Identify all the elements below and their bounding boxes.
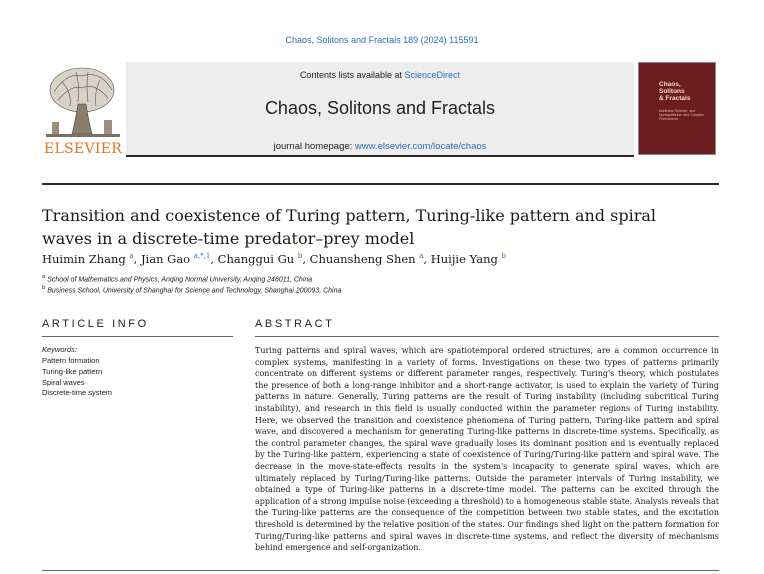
masthead	[126, 62, 634, 157]
keywords-list	[42, 356, 112, 399]
elsevier-wordmark: ELSEVIER	[43, 141, 123, 157]
abstract-divider	[255, 336, 719, 337]
journal-cover-thumbnail[interactable]	[638, 62, 716, 155]
article-info-heading: ARTICLE INFO	[42, 318, 149, 330]
affiliation-b	[42, 285, 642, 294]
keyword-item: Turing-like pattern	[42, 366, 103, 376]
journal-banner	[42, 62, 719, 157]
author-name[interactable]: Huijie Yang	[430, 252, 498, 266]
keyword-item: Discrete-time system	[42, 388, 113, 398]
author-affiliation-sup[interactable]: a	[129, 252, 134, 261]
author-affiliation-sup[interactable]: b	[297, 252, 303, 261]
affiliation-text: School of Mathematics and Physics, Anqing Normal University, Anqing 246011, China	[47, 276, 313, 284]
author-name[interactable]: Changgui Gu	[217, 252, 295, 266]
contents-line	[126, 70, 634, 80]
author-affiliation-sup[interactable]: a	[419, 252, 424, 261]
author-affiliation-sup[interactable]: b	[501, 252, 507, 261]
author-name[interactable]: Jian Gao	[140, 252, 191, 266]
cover-title: Chaos, Solitons & Fractals	[659, 81, 691, 102]
affiliation-text: Business School, University of Shanghai for Science and Technology, Shanghai 200093, China	[47, 287, 342, 295]
author-affiliation-sup[interactable]: a,*,1	[193, 252, 211, 261]
homepage-link[interactable]: www.elsevier.com/locate/chaos	[354, 141, 487, 152]
author-name[interactable]: Huimin Zhang	[42, 252, 126, 266]
journal-citation[interactable]: Chaos, Solitons and Fractals 189 (2024) 115591	[285, 35, 479, 45]
affiliation-label: a	[42, 274, 46, 280]
header-divider	[42, 183, 719, 185]
article-info-divider	[42, 336, 233, 337]
abstract-text: Turing patterns and spiral waves, which are spatiotemporal ordered structures, are a common occurrence in complex systems, manifesting in a variety of forms. Investigations on these two types of patterns primarily concentrate on different systems or different parameter ranges, respectively. Turing's theory, which postulates the presence of both a long-range inhibitor and a short-range activator, is used to explain the variety of Turing patterns in nature. Generally, Turing patterns are the result of Turing instability (including subcritical Turing instability), and research in this field is usually conducted within the parameter regions of Turing instability. Here, we observed the transition and coexistence phenomena of Turing pattern, Turing-like pattern and spiral wave, and discovered a mechanism for generating Turing-like patterns in discrete-time systems. Specifically, as the control parameter changes, the spiral wave gradually loses its dominant position and is eventually replaced by the Turing-like pattern, experiencing a state of coexistence of Turing/Turing-like pattern and spiral wave. The decrease in the move-state-effects results in the system's incapacity to generate spiral waves, which are ultimately replaced by Turing/Turing-like patterns. Outside the parameter intervals of Turing instability, we obtained a type of Turing-like patterns in a discrete-time model. The patterns can be excited through the application of a strong impulse noise (exceeding a threshold) to a homogeneous stable state. Analysis reveals that the Turing-like patterns are the consequence of the competition between two stable states, and the excitation threshold is determined by the relative position of the states. Our findings shed light on the pattern formation for Turing/Turing-like patterns and spiral waves in discrete-time systems, and reflect the diversity of mechanisms behind emergence and self-organization.	[255, 346, 719, 553]
abstract-heading: ABSTRACT	[255, 318, 335, 330]
abstract-bottom-divider	[42, 570, 719, 571]
keyword-item: Pattern formation	[42, 356, 100, 365]
affiliation-a	[42, 274, 642, 283]
author-list: Huimin Zhang $^a$, Jian Gao $^{a,*,1}$, Changgui Gu $^b$, Chuansheng Shen $^a$, Huijie Yang $^b$	[42, 252, 507, 266]
cover-subtitle: Nonlinear Science, and Nonequilibrium and Complex Phenomena	[659, 109, 704, 121]
contents-prefix: Contents lists available at	[299, 70, 402, 80]
journal-homepage-line	[126, 141, 634, 152]
homepage-prefix: journal homepage:	[273, 141, 353, 152]
article-title: Transition and coexistence of Turing pattern, Turing-like pattern and spiral waves in a discrete-time predator–prey model	[42, 206, 656, 248]
keyword-item: Spiral waves	[42, 377, 85, 387]
sciencedirect-link[interactable]: ScienceDirect	[404, 70, 461, 80]
author-name[interactable]: Chuansheng Shen	[309, 252, 416, 266]
journal-title[interactable]: Chaos, Solitons and Fractals	[264, 98, 496, 118]
affiliation-label: b	[42, 285, 46, 291]
keywords-label: Keywords:	[42, 345, 78, 354]
elsevier-logo[interactable]	[42, 62, 124, 157]
